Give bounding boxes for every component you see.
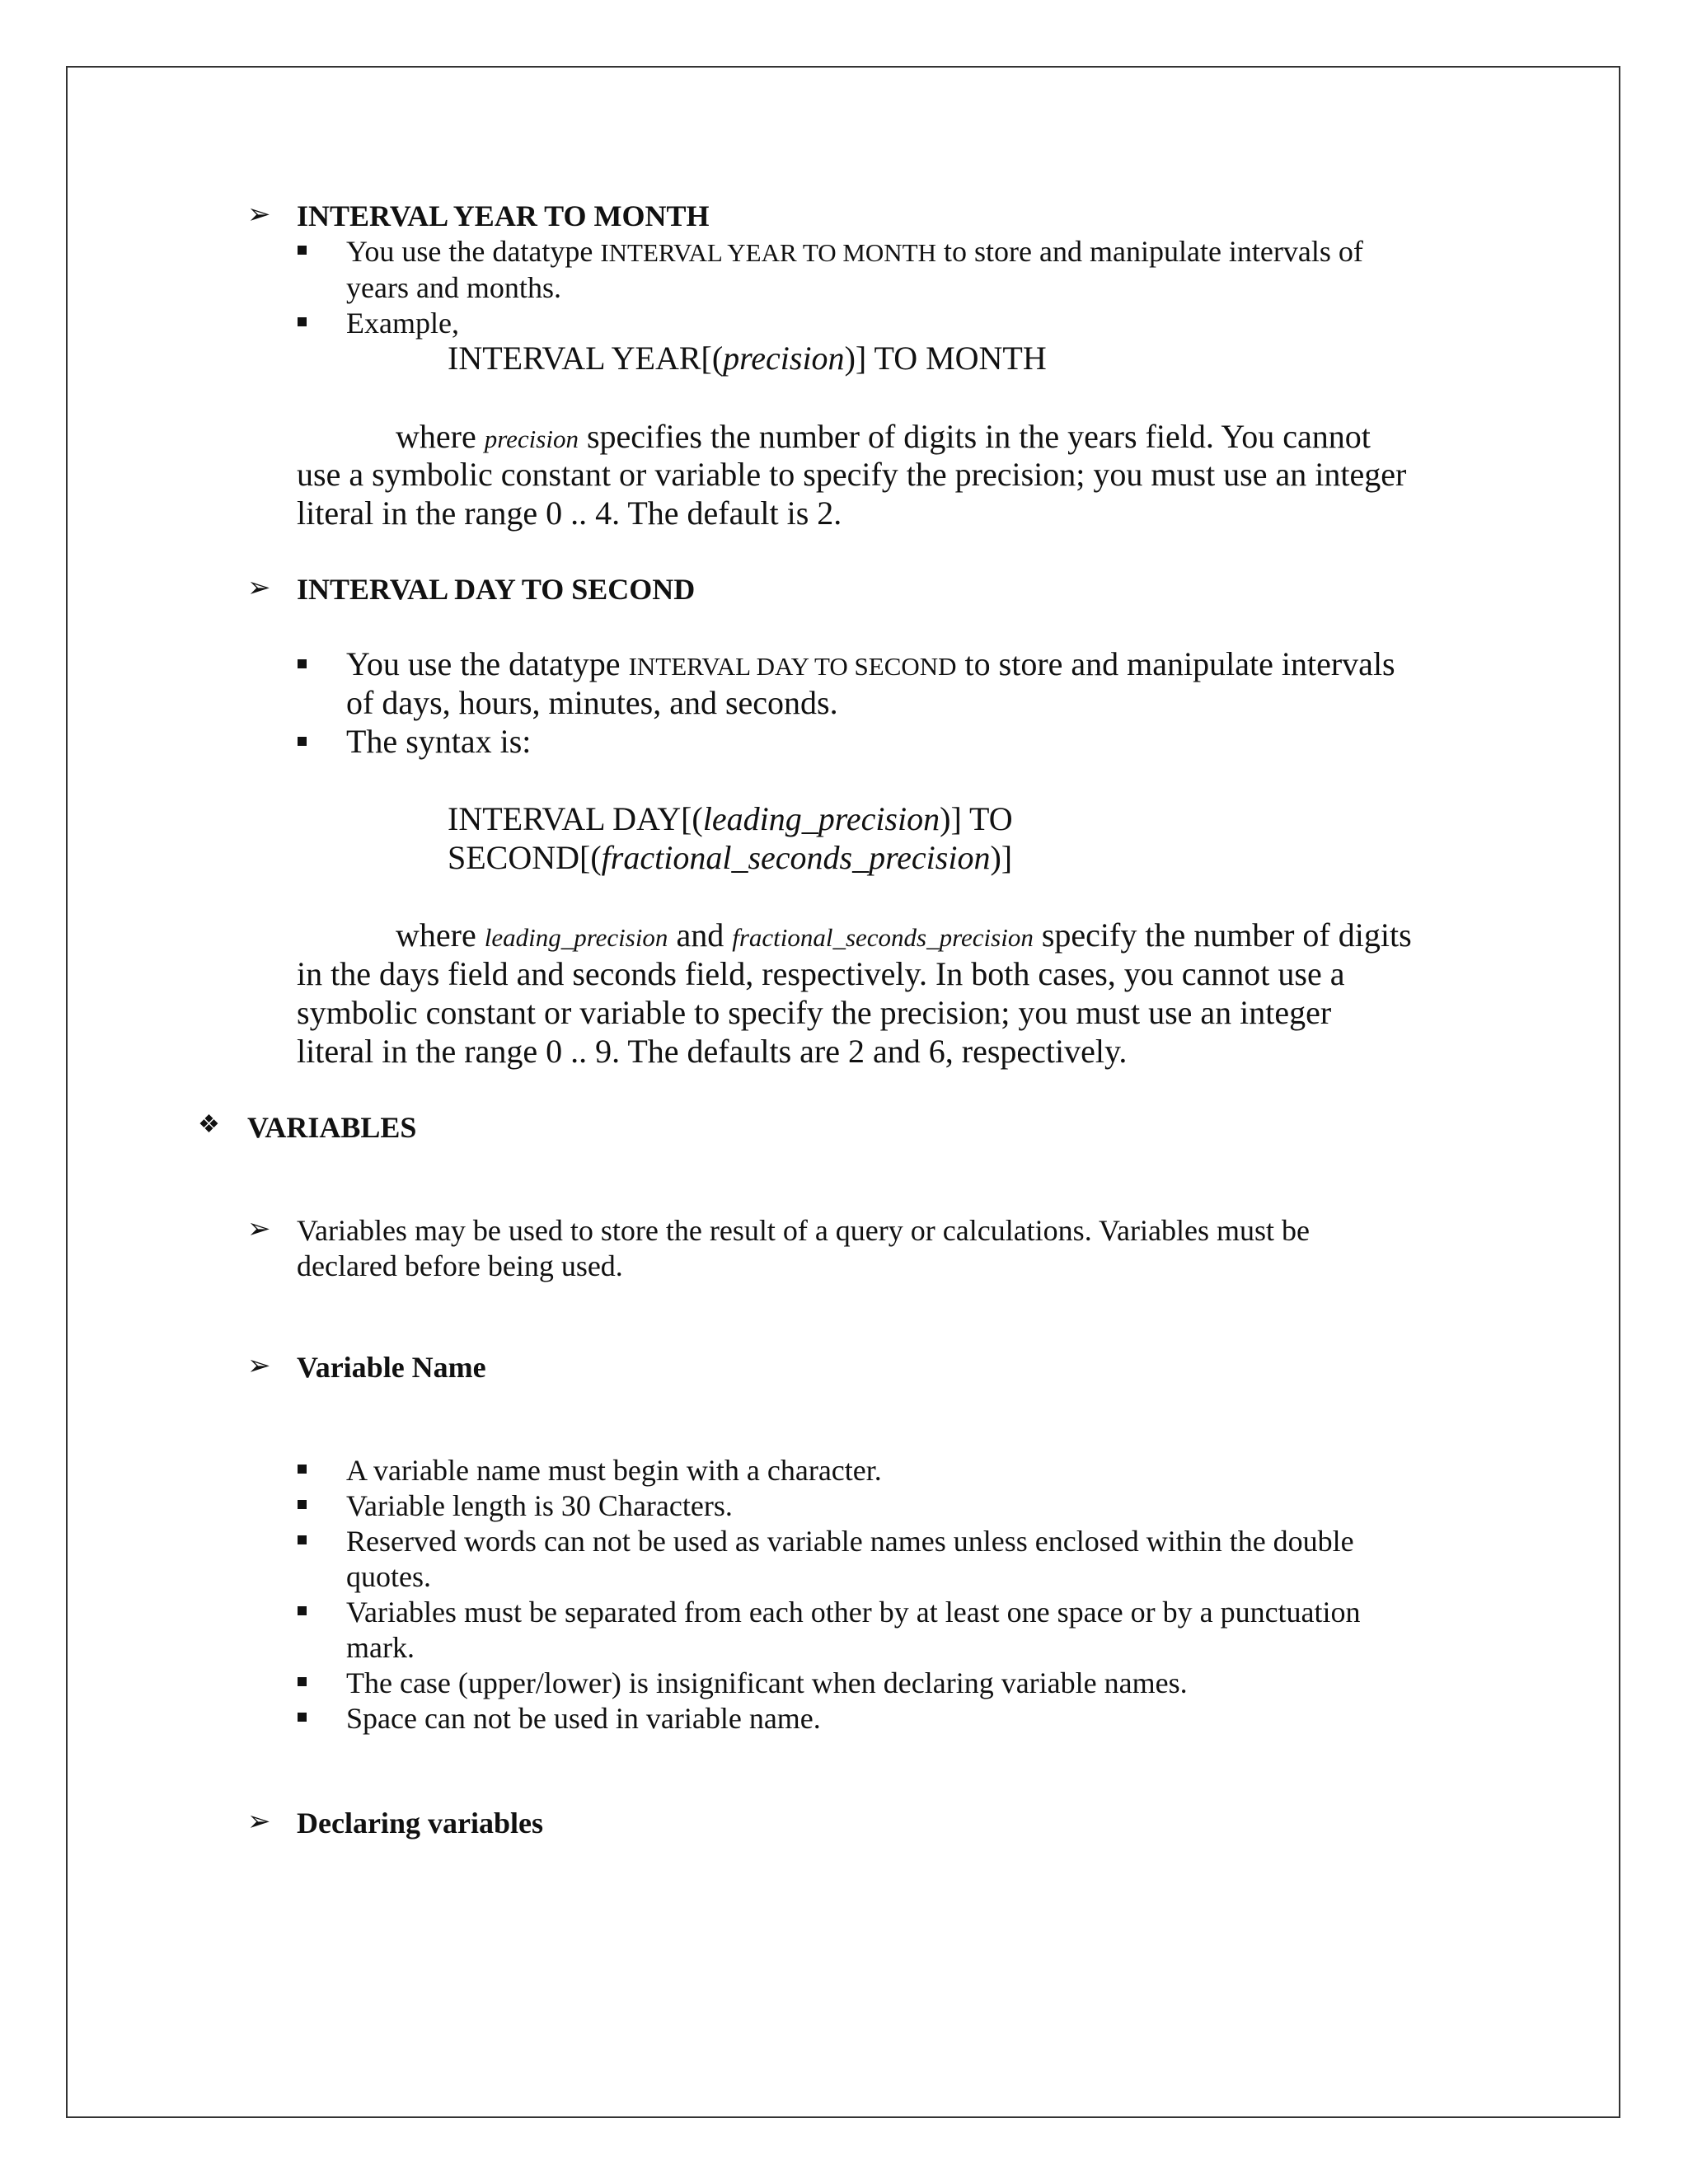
- diamond-bullet-icon: ❖: [198, 1111, 220, 1138]
- bullet-text: of days, hours, minutes, and seconds.: [346, 684, 838, 721]
- square-bullet-icon: [298, 317, 307, 326]
- square-bullet-icon: [298, 246, 307, 255]
- paragraph-line: where leading_precision and fractional_seconds_precision specify the number of digits: [396, 916, 1412, 954]
- square-bullet-icon: [298, 737, 307, 746]
- section-heading: VARIABLES: [247, 1111, 417, 1144]
- arrow-bullet-icon: ➢: [247, 1351, 271, 1381]
- paragraph-line: in the days field and seconds field, respectively. In both cases, you cannot use a: [297, 955, 1345, 992]
- square-bullet-icon: [298, 1465, 307, 1474]
- paragraph-line: declared before being used.: [297, 1249, 623, 1282]
- list-item: Space can not be used in variable name.: [346, 1702, 821, 1735]
- paragraph-line: literal in the range 0 .. 9. The defaults are 2 and 6, respectively.: [297, 1033, 1128, 1070]
- square-bullet-icon: [298, 659, 307, 668]
- paragraph-line: literal in the range 0 .. 4. The default is 2.: [297, 494, 842, 532]
- arrow-bullet-icon: ➢: [247, 1214, 271, 1244]
- paragraph-line: use a symbolic constant or variable to specify the precision; you must use an integer: [297, 456, 1407, 493]
- sub-heading: Variable Name: [297, 1351, 486, 1384]
- list-item: Reserved words can not be used as variable names unless enclosed within the double: [346, 1525, 1354, 1558]
- square-bullet-icon: [298, 1500, 307, 1509]
- syntax-line: SECOND[(fractional_seconds_precision)]: [448, 839, 1013, 876]
- bullet-text: Example,: [346, 307, 459, 340]
- arrow-bullet-icon: ➢: [247, 199, 271, 230]
- paragraph-line: where precision specifies the number of digits in the years field. You cannot: [396, 418, 1371, 455]
- sub-heading: Declaring variables: [297, 1807, 543, 1840]
- list-item: The case (upper/lower) is insignificant when declaring variable names.: [346, 1666, 1188, 1699]
- square-bullet-icon: [298, 1677, 307, 1686]
- list-item: Variables must be separated from each other by at least one space or by a punctuation: [346, 1596, 1361, 1629]
- paragraph-line: Variables may be used to store the result of a query or calculations. Variables must be: [297, 1214, 1310, 1247]
- list-item: mark.: [346, 1631, 415, 1664]
- bullet-text: years and months.: [346, 271, 561, 304]
- list-item: quotes.: [346, 1560, 431, 1593]
- section-heading: INTERVAL YEAR TO MONTH: [297, 199, 710, 232]
- section-heading: INTERVAL DAY TO SECOND: [297, 573, 696, 606]
- syntax-line: INTERVAL DAY[(leading_precision)] TO: [448, 800, 1013, 837]
- paragraph-line: symbolic constant or variable to specify the precision; you must use an integer: [297, 994, 1332, 1031]
- square-bullet-icon: [298, 1606, 307, 1615]
- bullet-text: You use the datatype INTERVAL YEAR TO MONTH to store and manipulate intervals of: [346, 235, 1363, 268]
- square-bullet-icon: [298, 1713, 307, 1722]
- list-item: Variable length is 30 Characters.: [346, 1489, 733, 1522]
- arrow-bullet-icon: ➢: [247, 573, 271, 603]
- syntax-line: INTERVAL YEAR[(precision)] TO MONTH: [448, 340, 1047, 377]
- arrow-bullet-icon: ➢: [247, 1807, 271, 1837]
- square-bullet-icon: [298, 1535, 307, 1544]
- bullet-text: The syntax is:: [346, 723, 532, 760]
- list-item: A variable name must begin with a character.: [346, 1454, 882, 1487]
- bullet-text: You use the datatype INTERVAL DAY TO SECOND to store and manipulate intervals: [346, 645, 1395, 682]
